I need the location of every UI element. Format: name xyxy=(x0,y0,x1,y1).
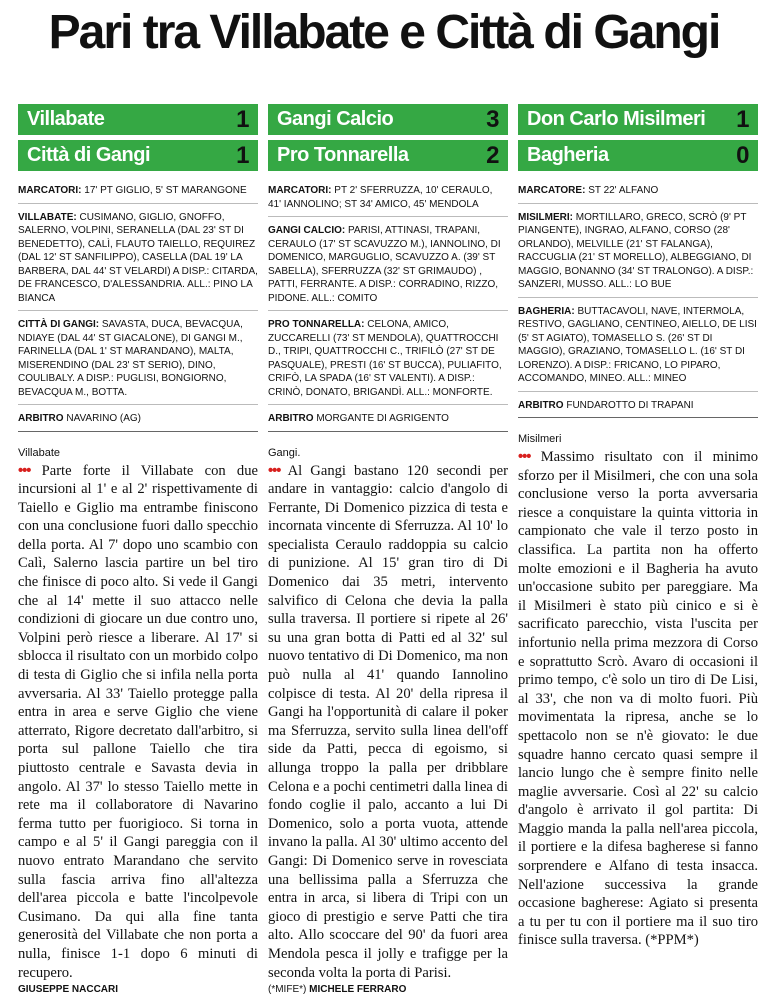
dateline: Misilmeri xyxy=(518,433,562,445)
referee: ARBITRO NAVARINO (AG) xyxy=(18,405,258,432)
score-row-home xyxy=(18,104,258,135)
article-text: ••• Massimo risultato con il minimo sforzo per il Misilmeri, che con una sola conclusione verso la porta avversaria riesce a conquistare la quinta vittoria in campionato che vale il terzo posto in classifica. La partita non ha offerto molte emozioni e il Bagheria ha avuto un'occasione subito per pareggiare. Ma il Misilmeri è stato più cinico e si è sacrificato parecchio, vista l'uscita per infortunio nella prima mezzora di Corso e soprattutto Scrò. Avaro di occasioni il primo tempo, c'è solo un tiro di De Lisi, al 33', che non va di molto fuori. Più movimentata la ripresa, anche se lo spettacolo non se n'è giovato: le due squadre hanno cercato quasi sempre il lancio lungo che è sempre finito nelle maglie avversarie. Così al 22' su calcio d'angolo è arrivato il gol partita: Di Maggio manda la palla nell'area piccola, il portiere e la difesa bagherese si fanno sorprendere e Alfano di testa insacca. Nell'azione successiva la grande occasione bagherese: Agiato si presenta a tu per tu con il portiere ma il suo tiro finisce sulla traversa. (*PPM*) xyxy=(518,449,758,949)
away-score: 2 xyxy=(486,141,499,169)
match-column-gangi xyxy=(268,104,508,995)
score-row-home xyxy=(518,104,758,135)
score-row-away xyxy=(268,140,508,171)
author: (*MIFE*) MICHELE FERRARO xyxy=(268,984,407,995)
score-row-away xyxy=(18,140,258,171)
dateline: Gangi. xyxy=(268,446,301,459)
score-row-away xyxy=(518,140,758,171)
home-team: Gangi Calcio xyxy=(277,108,394,130)
home-score: 1 xyxy=(736,105,749,133)
article-text: ••• Parte forte il Villabate con due incursioni al 1' e al 2' rispettivamente di Taiello e Giglio ma entrambe finiscono con una conclusione fuori dallo specchio della porta. Al 7' dopo uno scambio con Calì, Salerno lascia partire un bel tiro che finisce di poco alto. Si vede il Gangi che al 14' mette il suo attacco nelle condizioni di giocare un due contro uno, Volpini però riesce a liberare. Al 17' si sblocca il risultato con un morbido colpo di testa di Giglio che si infila nella porta avversaria. Al 33' Taiello protegge palla entra in area e serve Giglio che viene atterrato, Rigore decretato dall'arbitro, si porta sul pallone Taiello che tira piuttosto centrale e Savasta devia in angolo. Al 37' lo stesso Taiello mette in rete ma il collaboratore di Navarino ferma tutto per fuorigioco. Si torna in campo e al 5' il Gangi pareggia con il nuovo entrato Marandano che servito sulla fascia arriva fino all'altezza dell'area piccola e batte l'incolpevole Cusimano. Da qui alla fine tanta generosità del Villabate che non porta a nulla, finisce 1-1 dopo 6 minuti di recupero. xyxy=(18,462,259,981)
marcatori: MARCATORI: 17' PT GIGLIO, 5' ST MARANGONE xyxy=(18,177,258,204)
home-score: 1 xyxy=(236,105,249,133)
away-team: Città di Gangi xyxy=(27,144,150,166)
home-score: 3 xyxy=(486,105,499,133)
referee: ARBITRO MORGANTE DI AGRIGENTO xyxy=(268,405,508,432)
match-column-misilmeri xyxy=(518,104,758,952)
lineup-home: VILLABATE: CUSIMANO, GIGLIO, GNOFFO, SALERNO, VOLPINI, SERANELLA (DAL 23' ST DI BENEDETTO), CALÌ, FLAUTO TAIELLO, REQUIREZ (DAL 12' ST SANFILIPPO), CASELLA (DAL 19' LA BARBERA, DAL 44' ST VELARDI) A DISP.: CITARDA, DE FRANCESCO, D'ALESSANDRIA. ALL.: PINO LA BIANCA xyxy=(18,204,258,312)
lineup-home: GANGI CALCIO: PARISI, ATTINASI, TRAPANI, CERAULO (17' ST SCAVUZZO M.), IANNOLINO, DI DOMENICO, MARGUGLIO, SCAVUZZO A. (39' ST SABELLA), SFERRUZZA (32' ST GRIMAUDO) , PATTI, FERRANTE. A DISP.: CORRADINO, RIZZO, PIDONE. ALL.: COMITO xyxy=(268,217,508,311)
lineup-away: CITTÀ DI GANGI: SAVASTA, DUCA, BEVACQUA, NDIAYE (DAL 44' ST GIACALONE), DI GANGI M., FARINELLA (DAL 1' ST MARANDANO), MALTA, MISERENDINO (DAL 23' ST SERIO), DINO, COULIBALY. A DISP.: PUGLISI, BONGIORNO, BEVACQUA M., BOTTA. xyxy=(18,311,258,405)
article-text: ••• Al Gangi bastano 120 secondi per andare in vantaggio: calcio d'angolo di Ferrante, Di Domenico pizzica di testa e incornata vincente di Sferruzza. Al 10' lo specialista Ceraulo raddoppia su calcio di punizione. Al 15' gran tiro di Di Domenico dai 35 metri, intervento salvifico di Celona che devia la palla sulla traversa. Il portiere si ripete al 26' su una gran botta di Patti ed al 32' sul nuovo tentativo di Di Domenico, ma non può nulla al 41' quando Iannolino colpisce di testa. Al 20' della ripresa il Gangi ha l'opportunità di calare il poker ma Sferruzza, servito sulla linea dell'off side da Patti, pecca di egoismo, si allunga troppo la palla per dribblare Celona e a pochi centimetri dalla linea di fondo coglie il palo, accanto a lui Di Domenico, solo a porta vuota, attende invano la palla. Al 30' ultimo accento del Gangi: Di Domenico serve in rovesciata una bellissima palla a Sferruzza che entra in arca, si libera di Tripi con un gioco di prestigio e serve Patti che tira alto. Allo scoccare del 90' da fuori area Mendola pesca il jolly e trafigge per la seconda volta la porta di Parisi. xyxy=(268,462,509,981)
marcatori: MARCATORE: ST 22' ALFANO xyxy=(518,177,758,204)
away-team: Pro Tonnarella xyxy=(277,144,409,166)
headline: Pari tra Villabate e Città di Gangi xyxy=(48,6,720,59)
home-team: Don Carlo Misilmeri xyxy=(527,108,706,130)
lineup-home: MISILMERI: MORTILLARO, GRECO, SCRÒ (9' PT PIANGENTE), INGRAO, ALFANO, CORSO (28' ORLANDO), MELVILLE (21' ST FALANGA), RACCUGLIA (21' ST MORELLO), ALBEGGIANO, DI MAGGIO, BONANNO (34' ST TRALONGO). A DISP.: SANZERI, MUSSO. ALL.: LO BUE xyxy=(518,204,758,298)
referee: ARBITRO FUNDAROTTO DI TRAPANI xyxy=(518,392,758,419)
lineup-away: PRO TONNARELLA: CELONA, AMICO, ZUCCARELLI (73' ST MENDOLA), QUATTROCCHI D., TRIPI, QUATTROCCHI C., TRIFILÒ (27' ST DE PASQUALE), PRESTI (16' ST BUCCA), PULIAFITO, CRIFÒ, LA SPADA (16' ST VALENTI). A DISP.: CRINÒ, DONATO, BRIGANDÌ. ALL.: MONFORTE. xyxy=(268,311,508,405)
marcatori: MARCATORI: PT 2' SFERRUZZA, 10' CERAULO, 41' IANNOLINO; ST 34' AMICO, 45' MENDOLA xyxy=(268,177,508,217)
score-row-home xyxy=(268,104,508,135)
away-team: Bagheria xyxy=(527,144,609,166)
home-team: Villabate xyxy=(27,108,105,130)
author: GIUSEPPE NACCARI xyxy=(18,984,119,995)
lineup-away: BAGHERIA: BUTTACAVOLI, NAVE, INTERMOLA, RESTIVO, GAGLIANO, CENTINEO, AIELLO, DE LISI (5' ST AGIATO), TOMASELLO S. (26' ST DI MAGGIO), GRAZIANO, TOMASELLO L. (16' ST DI LORENZO). A DISP.: FRICANO, LO PIPARO, ACCOMANDO, MINEO. ALL.: MINEO xyxy=(518,298,758,392)
match-column-villabate xyxy=(18,104,258,995)
away-score: 1 xyxy=(236,141,249,169)
away-score: 0 xyxy=(736,141,749,169)
dateline: Villabate xyxy=(18,446,60,459)
